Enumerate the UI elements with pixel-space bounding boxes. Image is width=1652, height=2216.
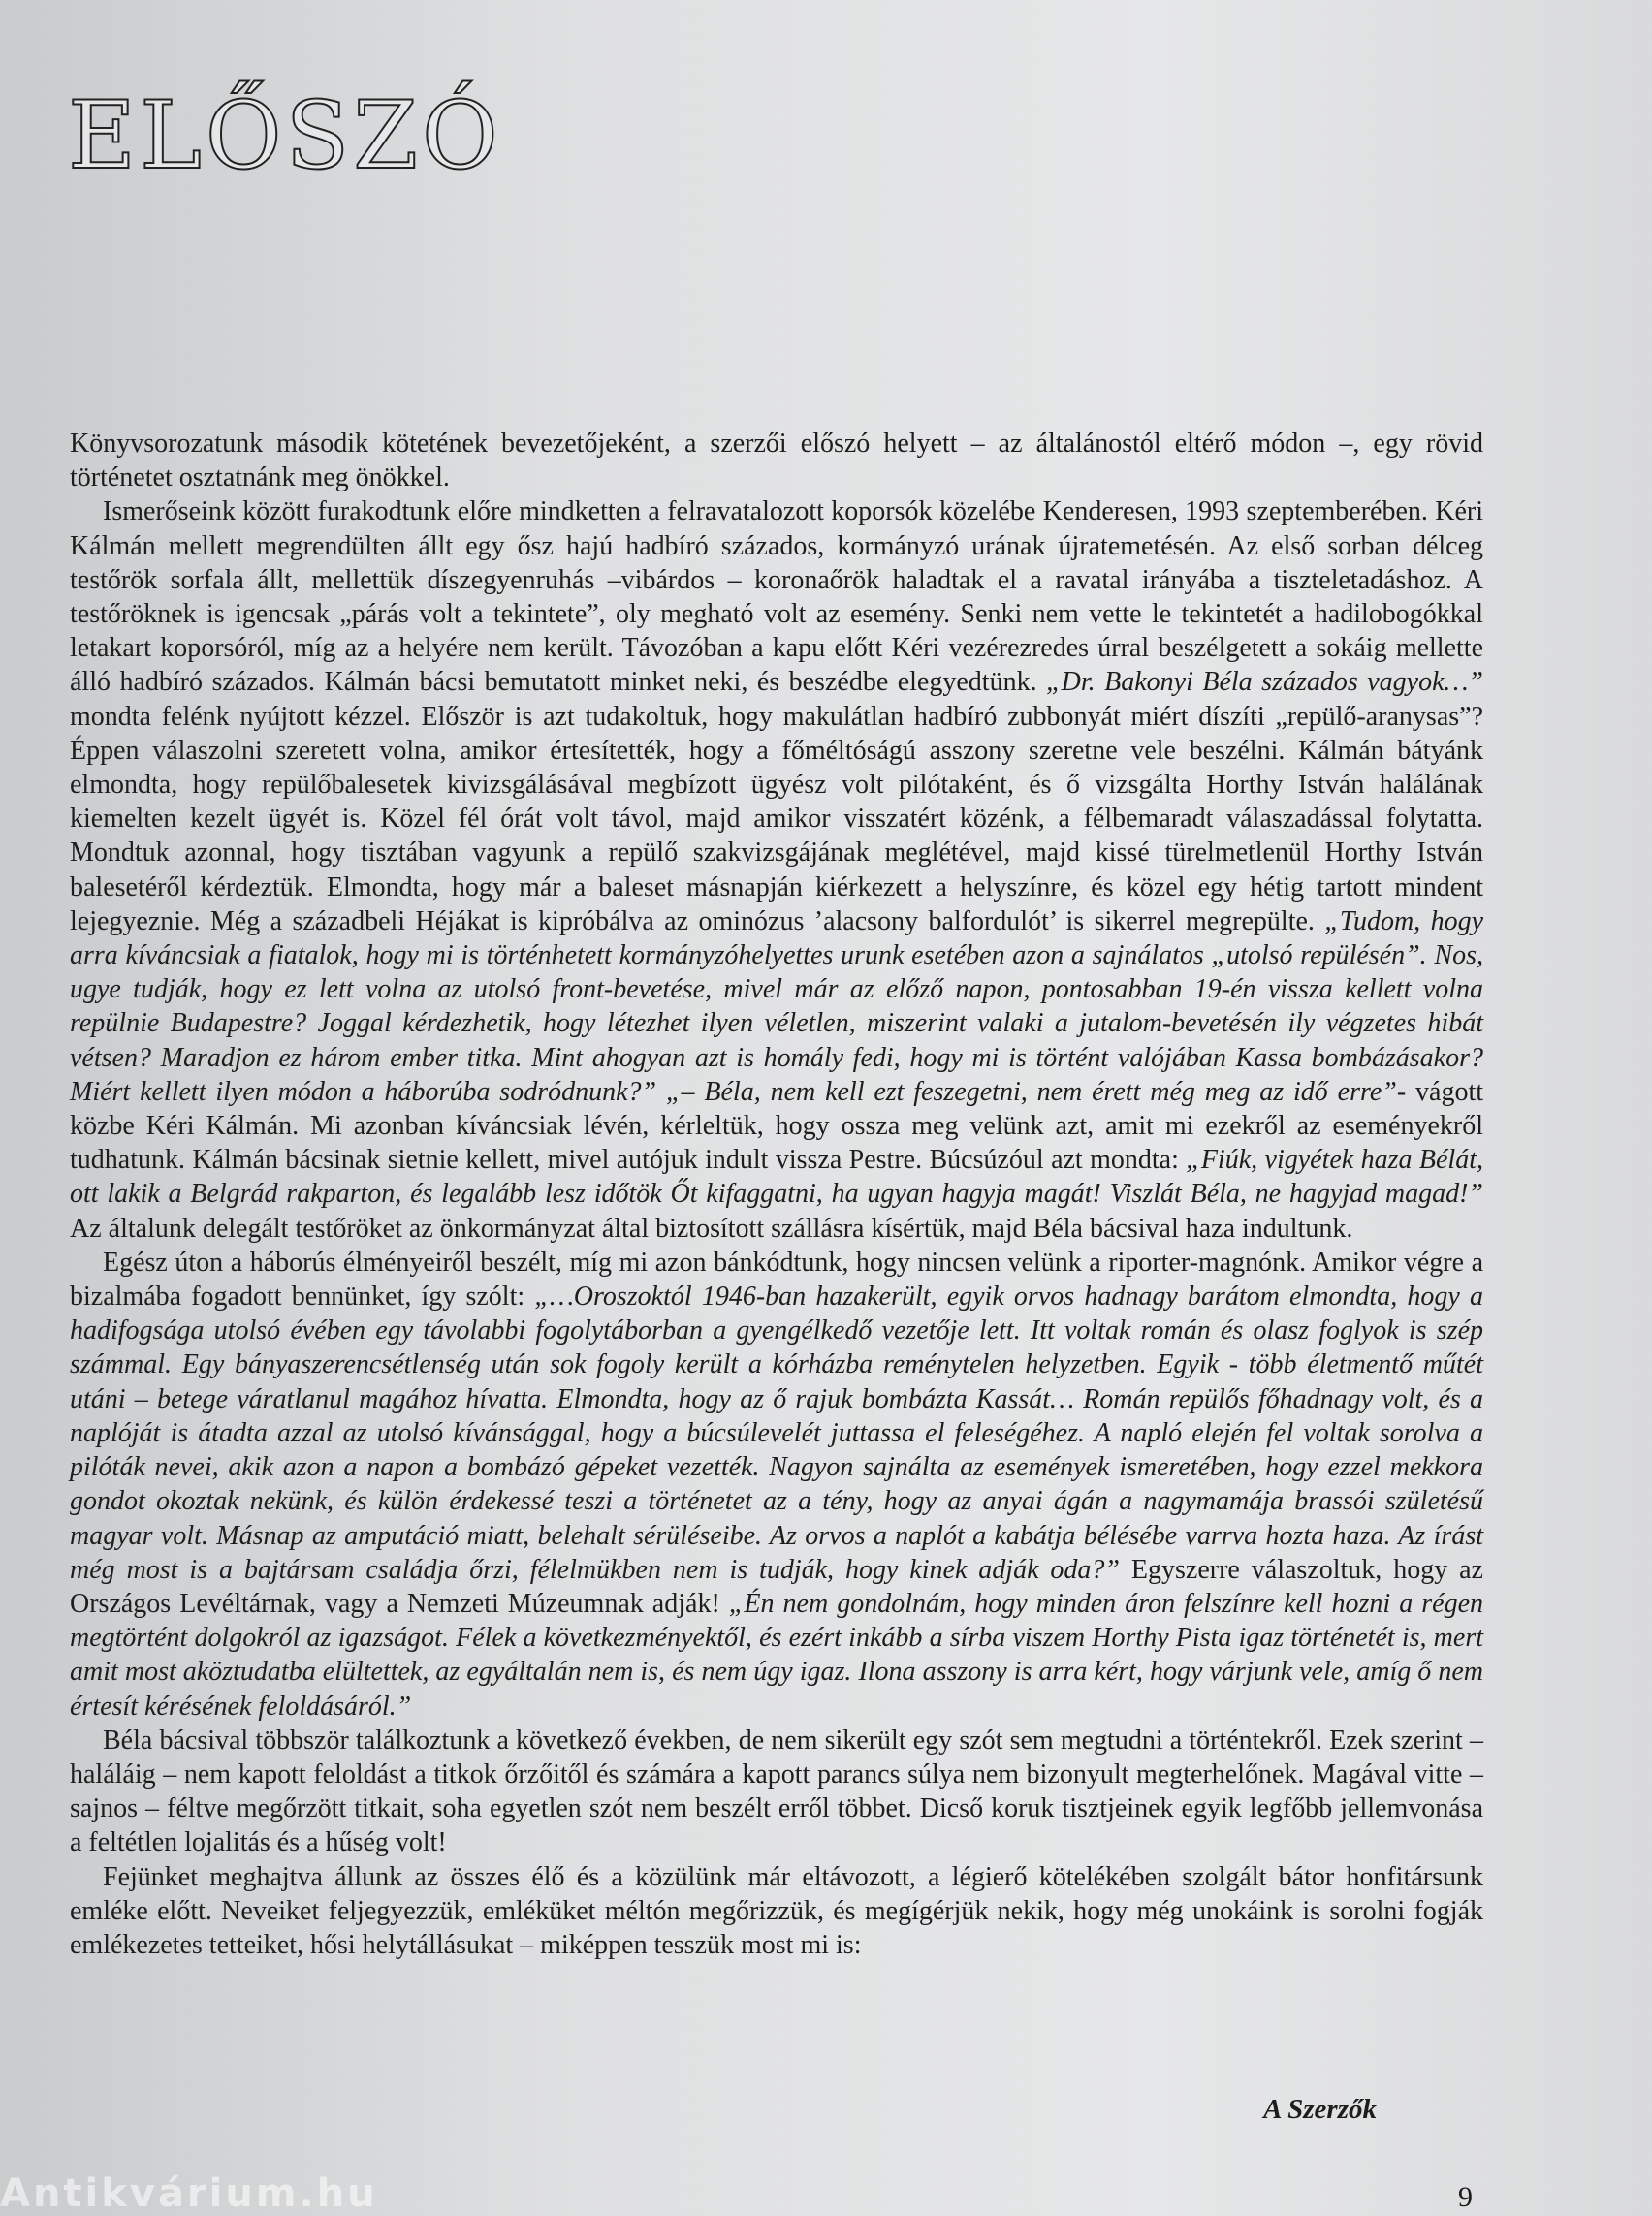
preface-body [70,427,1483,1962]
paragraph-text: Könyvsorozatunk második kötetének bevezetőjeként, a szerzői előszó helyett – az általánostól eltérő módon –, egy rövid történetet osztatnánk meg önökkel. [70,428,1483,493]
paragraph [70,1724,1483,1860]
paragraph-text: Fejünket meghajtva állunk az összes élő és a közülünk már eltávozott, a légierő kötelékében szolgált bátor honfitársunk emléke előtt. Neveiket feljegyezzük, emléküket méltón megőrizzük, és megígérjük nekik, hogy még unokáink is sorolni fogják emlékezetes tetteiket, hősi helytállásukat – miképpen tesszük most mi is: [70,1861,1483,1960]
quote-text: „Tudom, hogy arra kíváncsiak a fiatalok, hogy mi is történhetett kormányzóhelyettes urunk esetében azon a sajnálatos „utolsó repülésén”. Nos, ugye tudják, hogy ez lett volna az utolsó front-bevetése, mivel már az előző napon, pontosabban 19-én vissza kellett volna repülnie Budapestre? Joggal kérdezhetik, hogy létezhet ilyen véletlen, miszerint valaki a jutalom-bevetésén ily végzetes hibát vétsen? Maradjon ez három ember titka. Mint ahogyan azt is homály fedi, hogy mi is történt valójában Kassa bombázásakor? Miért kellett ilyen módon a háborúba sodródnunk?” „– Béla, nem kell ezt feszegetni, nem érett még meg az idő erre” [70,905,1484,1107]
paragraph [70,1860,1483,1963]
paragraph-text: mondta felénk nyújtott kézzel. Először is azt tudakoltuk, hogy makulátlan hadbíró zubbonyát miért díszíti „repülő-aranysas”? Éppen válaszolni szeretett volna, amikor értesítették, hogy a főméltóságú asszony szeretne vele beszélni. Kálmán bátyánk elmondta, hogy repülőbalesetek kivizsgálásával megbízott ügyész volt pilótaként, és ő vizsgálta Horthy István halálának kiemelten kezelt ügyét is. Közel fél órát volt távol, majd amikor visszatért közénk, a félbemaradt válaszadással folytatta. Mondtuk azonnal, hogy tisztában vagyunk a repülő szakvizsgájának meglétével, majd kissé türelmetlenül Horthy István balesetéről kérdeztük. Elmondta, hogy már a baleset másnapján kiérkezett a helyszínre, és közel egy hétig tartott mindent lejegyeznie. Még a századbeli Héjákat is kipróbálva az ominózus ’alacsony balfordulót’ is sikerrel megrepülte. [70,701,1483,936]
paragraph-text: Ismerőseink között furakodtunk előre mindketten a felravatalozott koporsók közelébe Kenderesen, 1993 szeptemberében. Kéri Kálmán mellett megrendülten állt egy ősz hajú hadbíró százados, kormányzó urának újratemetésén. Az első sorban délceg testőrök sorfala állt, mellettük díszegyenruhás –vibárdos – koronaőrök haladtak el a ravatal irányába a tiszteletadáshoz. A testőröknek is igencsak „párás volt a tekintete”, oly megható volt az esemény. Senki nem vette le tekintetét a hadilobogókkal letakart koporsóról, míg az a helyére nem került. Távozóban a kapu előtt Kéri vezérezredes úrral beszélgetett a sokáig mellette álló hadbíró százados. Kálmán bácsi bemutatott minket neki, és beszédbe elegyedtünk. [70,496,1483,698]
page-number: 9 [1458,2181,1473,2213]
paragraph [70,427,1483,494]
quote-text: „Én nem gondolnám, hogy minden áron felszínre kell hozni a régen megtörtént dolgokról az igazságot. Félek a következményektől, és ezért inkább a sírba viszem Horthy Pista igaz történetét is, mert amit most aköztudatba elültettek, az egyáltalán nem is, és nem úgy igaz. Ilona asszony is arra kért, hogy várjunk vele, amíg ő nem értesít kérésének feloldásáról.” [70,1588,1483,1722]
paragraph-text: Az általunk delegált testőröket az önkormányzat által biztosított szállásra kísértük, majd Béla bácsival haza indultunk. [70,1213,1353,1244]
quote-text: „Dr. Bakonyi Béla százados vagyok…” [1046,667,1483,698]
watermark: Antikvárium.hu [0,2171,378,2216]
paragraph-text: Egész úton a háborús élményeiről beszélt, míg mi azon bánkódtunk, hogy nincsen velünk a riporter-magnónk. Amikor végre a bizalmába fogadott bennünket, így szólt: [70,1247,1483,1313]
paragraph-text: Béla bácsival többször találkoztunk a következő években, de nem sikerült egy szót sem megtudni a történtekről. Ezek szerint – haláláig – nem kapott feloldást a titkok őrzőitől és számára a kapott parancs súlya nem bizonyult megterhelőnek. Magával vitte – sajnos – féltve megőrzött titkait, soha egyetlen szót nem beszélt erről többet. Dicső koruk tisztjeinek egyik legfőbb jellemvonása a feltétlen lojalitás és a hűség volt! [70,1725,1483,1858]
page-title: ELŐSZÓ [68,81,502,190]
author-signature: A Szerzők [1263,2094,1377,2125]
paragraph [70,1246,1483,1724]
quote-text: „…Oroszoktól 1946-ban hazakerült, egyik orvos hadnagy barátom elmondta, hogy a hadifogsága utolsó évében egy távolabbi fogolytáborban a gyengélkedő vezetője lett. Itt voltak román és olasz foglyok is szép számmal. Egy bányaszerencsétlenség után sok fogoly került a kórházba reménytelen helyzetben. Egyik - több életmentő műtét utáni – betege váratlanul magához hívatta. Elmondta, hogy az ő rajuk bombázta Kassát… Román repülős főhadnagy volt, és a naplóját is átadta azzal az utolsó kívánsággal, hogy a búcsúlevelét juttassa el feleségéhez. A napló elején fel voltak sorolva a pilóták nevei, akik azon a napon a bombázó gépeket vezették. Nagyon sajnálta az események ismeretében, hogy ezzel mekkora gondot okoztak nekünk, és külön érdekessé teszi a történetet az a tény, hogy az anyai ágán a nagymamája brassói születésű magyar volt. Másnap az amputáció miatt, belehalt sérüléseibe. Az orvos a naplót a kabátja bélésébe varrva hozta haza. Az írást még most is a bajtársam családja őrzi, félelmükben nem is tudják, hogy kinek adják oda?” [70,1282,1483,1585]
paragraph-text: - vágott közbe Kéri Kálmán. Mi azonban kíváncsiak lévén, kérleltük, hogy ossza meg velünk azt, amit mi ezekről az eseményekről tudhatunk. Kálmán bácsinak sietnie kellett, mivel autójuk indult vissza Pestre. Búcsúzóul azt mondta: [70,1076,1483,1176]
paragraph-text: Egyszerre válaszoltuk, hogy az Országos Levéltárnak, vagy a Nemzeti Múzeumnak adják! [70,1554,1483,1619]
quote-text: „Fiúk, vigyétek haza Bélát, ott lakik a Belgrád rakparton, és legalább lesz időtök Őt kifaggatni, ha ugyan hagyja magát! Viszlát Béla, ne hagyjad magad!” [70,1145,1483,1210]
paragraph [70,494,1483,1245]
